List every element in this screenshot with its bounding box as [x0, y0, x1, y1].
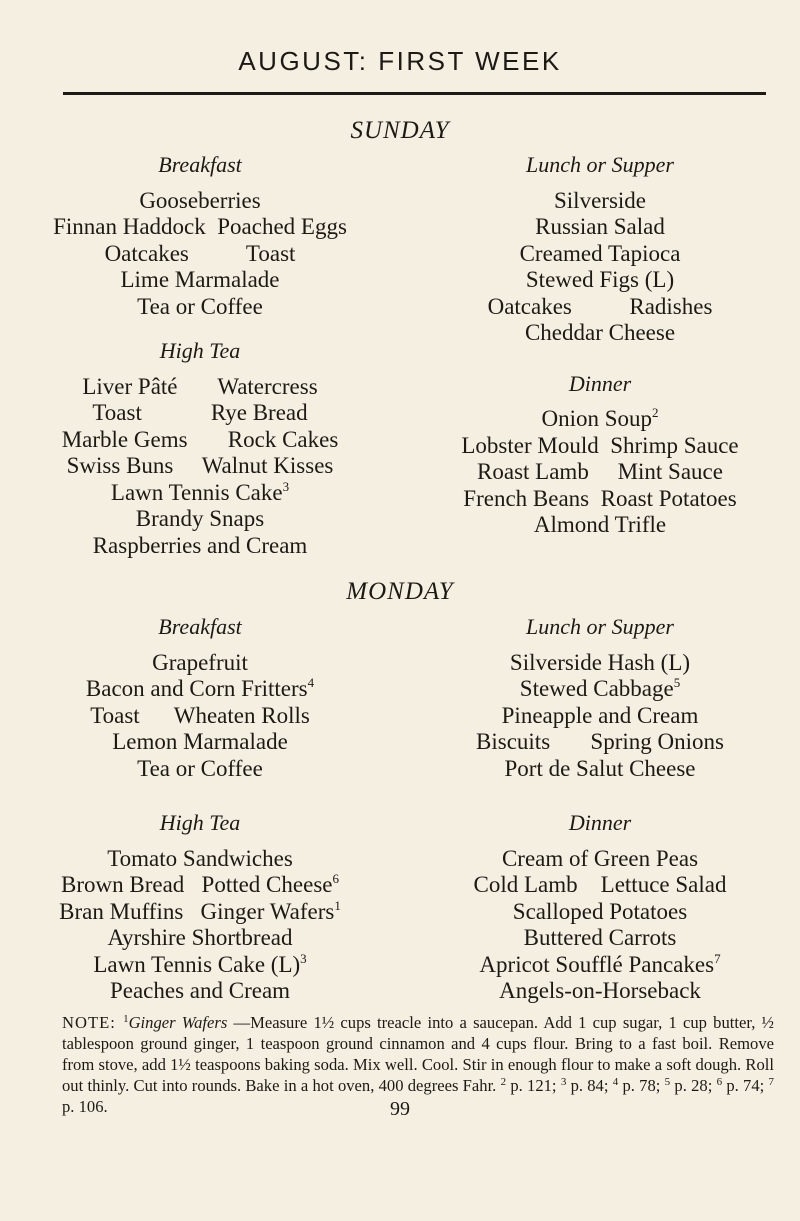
menu-item: French Beans Roast Potatoes	[463, 485, 737, 511]
menu-item	[400, 952, 800, 979]
menu-item: Oatcakes Radishes	[487, 293, 713, 319]
sunday-left-column	[0, 152, 400, 559]
menu-item: Stewed Figs (L)	[525, 267, 675, 292]
menu-item: Swiss Buns Walnut Kisses	[66, 453, 334, 478]
footnote-page: p. 121;	[506, 1076, 561, 1095]
menu-item: Silverside	[554, 187, 646, 213]
menu-item-text: Lawn Tennis Cake	[110, 479, 283, 505]
footnote-ref: 4	[612, 1076, 619, 1088]
footnote-page: p. 84;	[566, 1076, 613, 1095]
note-label: NOTE:	[62, 1013, 124, 1032]
day-title-monday: MONDAY	[346, 578, 454, 605]
sunday-right-column	[400, 152, 800, 539]
menu-item: Gooseberries	[139, 187, 261, 213]
monday-left-column	[0, 614, 400, 1005]
menu-item: Liver Pâté Watercress	[82, 373, 318, 399]
footnote-page: p. 78;	[618, 1076, 665, 1095]
footnote-ref: 4	[307, 675, 315, 690]
footnote-ref: 7	[714, 950, 721, 966]
footnote-page: p. 28;	[670, 1076, 717, 1095]
menu-item: Lobster Mould Shrimp Sauce	[461, 432, 739, 458]
menu-item: Ayrshire Shortbread	[107, 925, 293, 950]
day-title-sunday: SUNDAY	[350, 117, 450, 144]
footnote-ref: 1	[334, 897, 341, 913]
meal-title-high-tea: High Tea	[159, 810, 241, 835]
footnote-ref: 6	[332, 871, 339, 886]
menu-item: Port de Salut Cheese	[504, 755, 696, 781]
menu-item: Silverside Hash (L)	[509, 649, 691, 675]
footnote-page: p. 74;	[722, 1076, 769, 1095]
menu-item: Russian Salad	[535, 214, 665, 239]
footnote-ref: 2	[500, 1076, 507, 1088]
meal-title-breakfast: Breakfast	[158, 152, 242, 177]
menu-item	[400, 406, 800, 433]
menu-item: Cream of Green Peas	[501, 845, 699, 871]
footnote-ref: 3	[560, 1076, 567, 1088]
note-recipe-title: Ginger Wafers	[128, 1013, 228, 1032]
menu-item: Lemon Marmalade	[112, 729, 288, 754]
meal-title-high-tea: High Tea	[159, 338, 241, 363]
menu-item: Tomato Sandwiches	[107, 845, 293, 871]
menu-item: Almond Trifle	[533, 512, 667, 537]
menu-item-text: Apricot Soufflé Pancakes	[479, 951, 715, 977]
menu-item: Angels-on-Horseback	[499, 978, 701, 1003]
menu-item	[0, 899, 400, 926]
menu-item-text: Bran Muffins Ginger Wafers	[59, 898, 335, 924]
header-rule	[63, 92, 766, 95]
page-number: 99	[390, 1098, 410, 1120]
footnote-ref: 7	[768, 1076, 774, 1088]
meal-title-lunch: Lunch or Supper	[526, 614, 674, 639]
menu-item	[0, 480, 400, 507]
menu-item: Raspberries and Cream	[92, 532, 308, 558]
meal-title-lunch: Lunch or Supper	[526, 152, 674, 177]
menu-item	[400, 676, 800, 703]
menu-item: Creamed Tapioca	[519, 240, 681, 266]
menu-item-text: Bacon and Corn Fritters	[85, 676, 308, 701]
menu-item-text: Onion Soup	[541, 406, 653, 431]
menu-item: Oatcakes Toast	[104, 240, 296, 266]
menu-item-text: Stewed Cabbage	[519, 676, 674, 701]
footnote-ref: 5	[664, 1076, 671, 1088]
menu-item-text: Brown Bread Potted Cheese	[61, 872, 333, 897]
footnote-ref: 1	[123, 1013, 129, 1025]
menu-item: Finnan Haddock Poached Eggs	[53, 214, 347, 239]
menu-item: Toast Wheaten Rolls	[90, 702, 310, 728]
footnote-ref: 2	[652, 405, 659, 420]
footnote-page: p. 106.	[62, 1097, 108, 1116]
page-header: AUGUST: FIRST WEEK	[238, 46, 562, 76]
menu-item-text: Lawn Tennis Cake (L)	[93, 951, 301, 977]
menu-item: Toast Rye Bread	[92, 400, 308, 425]
footnote-ref: 3	[282, 478, 290, 494]
menu-item: Tea or Coffee	[137, 293, 263, 319]
menu-item: Brandy Snaps	[135, 506, 265, 531]
menu-item: Pineapple and Cream	[501, 702, 699, 728]
menu-item	[0, 952, 400, 979]
note-body: —Measure 1½ cups treacle into a saucepan. Add 1 cup sugar, 1 cup butter, ½ tablespoon ground ginger, 1 teaspoon ground cinnamon and 4 cups flour. Bring to a fast boil. Remove from stove, add 1½ teaspoons baking soda. Mix well. Cool. Stir in enough flour to make a soft dough. Roll out thinly. Cut into rounds. Bake in a hot oven, 400 degrees Fahr.	[62, 1013, 775, 1095]
menu-item: Peaches and Cream	[109, 978, 291, 1003]
menu-item: Lime Marmalade	[120, 267, 280, 292]
menu-item: Tea or Coffee	[137, 755, 263, 781]
footnote-ref: 6	[716, 1076, 723, 1088]
menu-item: Cheddar Cheese	[524, 320, 676, 345]
menu-item: Scalloped Potatoes	[512, 898, 688, 924]
footnote-ref: 3	[300, 950, 307, 966]
menu-item: Roast Lamb Mint Sauce	[477, 459, 723, 484]
menu-item: Marble Gems Rock Cakes	[61, 426, 339, 452]
menu-item: Biscuits Spring Onions	[476, 729, 724, 754]
footnote-ref: 5	[673, 675, 681, 690]
menu-item: Buttered Carrots	[523, 925, 677, 950]
meal-title-dinner: Dinner	[568, 370, 632, 396]
menu-item: Cold Lamb Lettuce Salad	[473, 872, 727, 897]
menu-item	[0, 676, 400, 703]
meal-title-breakfast: Breakfast	[158, 614, 242, 639]
meal-title-dinner: Dinner	[568, 810, 632, 835]
menu-item: Grapefruit	[152, 649, 248, 675]
monday-right-column	[400, 614, 800, 1005]
menu-item	[0, 872, 400, 899]
